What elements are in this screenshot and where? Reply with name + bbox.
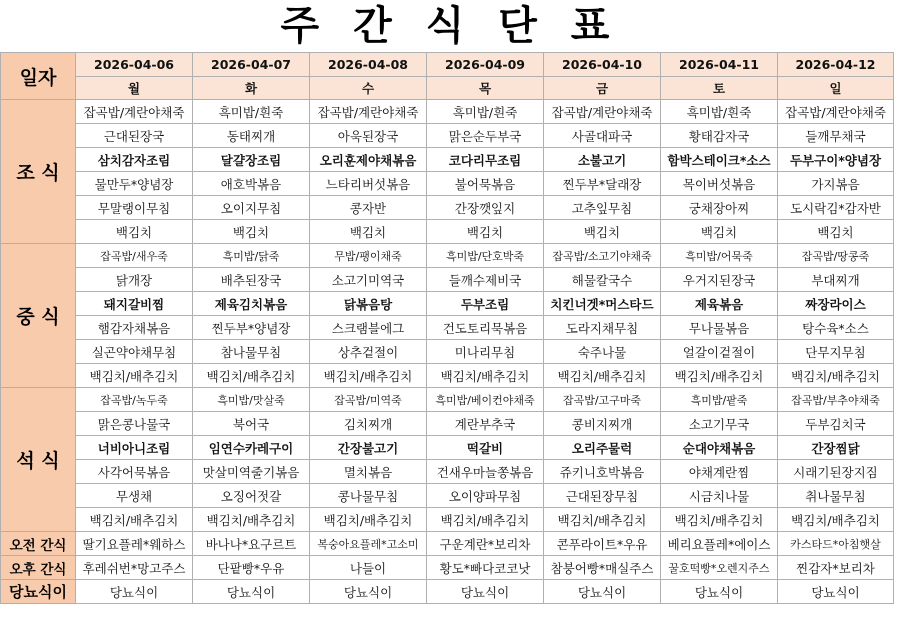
diabetic-diet-label: 당뇨식이 (1, 580, 76, 604)
menu-item-cell: 잡곡밥/새우죽 (76, 244, 193, 268)
date-label-cell: 일자 (1, 53, 76, 100)
menu-item-cell: 무밥/팽이채죽 (310, 244, 427, 268)
dinner-row (1, 460, 894, 484)
menu-item-cell: 궁채장아찌 (661, 196, 778, 220)
menu-item-cell: 찐두부*양념장 (193, 316, 310, 340)
breakfast-row (1, 148, 894, 172)
date-cell: 2026-04-09 (427, 53, 544, 77)
menu-item-cell: 스크램블에그 (310, 316, 427, 340)
menu-item-cell: 상추겉절이 (310, 340, 427, 364)
weekday-cell: 금 (544, 77, 661, 100)
menu-item-cell: 찐두부*달래장 (544, 172, 661, 196)
snack-item-cell: 당뇨식이 (76, 580, 193, 604)
menu-item-cell: 숙주나물 (544, 340, 661, 364)
menu-item-cell: 백김치 (661, 220, 778, 244)
menu-item-cell: 백김치/배추김치 (661, 364, 778, 388)
menu-item-cell: 고추잎무침 (544, 196, 661, 220)
menu-item-cell: 물만두*양념장 (76, 172, 193, 196)
menu-item-cell: 동태찌개 (193, 124, 310, 148)
menu-item-cell: 해물칼국수 (544, 268, 661, 292)
menu-item-cell: 백김치/배추김치 (661, 508, 778, 532)
snack-item-cell: 베리요플레*에이스 (661, 532, 778, 556)
breakfast-row (1, 172, 894, 196)
menu-item-cell: 사골대파국 (544, 124, 661, 148)
diabetic-diet-row (1, 580, 894, 604)
snack-item-cell: 참붕어빵*매실주스 (544, 556, 661, 580)
menu-item-cell: 백김치 (76, 220, 193, 244)
menu-item-cell: 돼지갈비찜 (76, 292, 193, 316)
menu-item-cell: 오리훈제야채볶음 (310, 148, 427, 172)
menu-item-cell: 코다리무조림 (427, 148, 544, 172)
menu-item-cell: 함박스테이크*소스 (661, 148, 778, 172)
weekly-menu-table (0, 52, 894, 604)
menu-item-cell: 불어묵볶음 (427, 172, 544, 196)
breakfast-row (1, 220, 894, 244)
snack-item-cell: 당뇨식이 (193, 580, 310, 604)
menu-item-cell: 목이버섯볶음 (661, 172, 778, 196)
menu-item-cell: 맑은콩나물국 (76, 412, 193, 436)
menu-item-cell: 잡곡밥/계란야채죽 (544, 100, 661, 124)
menu-item-cell: 떡갈비 (427, 436, 544, 460)
date-cell: 2026-04-10 (544, 53, 661, 77)
afternoon-snack-row (1, 556, 894, 580)
morning-snack-label: 오전 간식 (1, 532, 76, 556)
weekday-cell: 월 (76, 77, 193, 100)
menu-item-cell: 시래기된장지짐 (778, 460, 894, 484)
date-cell: 2026-04-08 (310, 53, 427, 77)
menu-item-cell: 달걀장조림 (193, 148, 310, 172)
weekday-row (1, 77, 894, 100)
menu-item-cell: 두부김치국 (778, 412, 894, 436)
menu-item-cell: 너비아니조림 (76, 436, 193, 460)
menu-item-cell: 야채계란찜 (661, 460, 778, 484)
lunch-row (1, 364, 894, 388)
menu-item-cell: 사각어묵볶음 (76, 460, 193, 484)
menu-item-cell: 백김치/배추김치 (427, 364, 544, 388)
menu-item-cell: 간장불고기 (310, 436, 427, 460)
menu-item-cell: 근대된장무침 (544, 484, 661, 508)
menu-item-cell: 가지볶음 (778, 172, 894, 196)
menu-item-cell: 맛살미역줄기볶음 (193, 460, 310, 484)
menu-item-cell: 흑미밥/맛살죽 (193, 388, 310, 412)
menu-item-cell: 오이양파무침 (427, 484, 544, 508)
date-row (1, 53, 894, 77)
snack-item-cell: 황도*빠다코코낫 (427, 556, 544, 580)
menu-item-cell: 소고기미역국 (310, 268, 427, 292)
menu-item-cell: 단무지무침 (778, 340, 894, 364)
menu-item-cell: 잡곡밥/녹두죽 (76, 388, 193, 412)
snack-item-cell: 단팥빵*우유 (193, 556, 310, 580)
menu-item-cell: 김치찌개 (310, 412, 427, 436)
menu-item-cell: 소불고기 (544, 148, 661, 172)
snack-item-cell: 당뇨식이 (427, 580, 544, 604)
menu-item-cell: 들깨수제비국 (427, 268, 544, 292)
menu-item-cell: 시금치나물 (661, 484, 778, 508)
weekday-cell: 목 (427, 77, 544, 100)
afternoon-snack-label: 오후 간식 (1, 556, 76, 580)
menu-item-cell: 잡곡밥/계란야채죽 (76, 100, 193, 124)
menu-item-cell: 잡곡밥/부추야채죽 (778, 388, 894, 412)
menu-item-cell: 탕수육*소스 (778, 316, 894, 340)
breakfast-label: 조 식 (1, 100, 76, 244)
lunch-label: 중 식 (1, 244, 76, 388)
snack-item-cell: 꿀호떡빵*오렌지주스 (661, 556, 778, 580)
menu-item-cell: 삼치감자조림 (76, 148, 193, 172)
menu-item-cell: 흑미밥/흰죽 (427, 100, 544, 124)
snack-item-cell: 나들이 (310, 556, 427, 580)
menu-item-cell: 오징어젓갈 (193, 484, 310, 508)
menu-item-cell: 햄감자채볶음 (76, 316, 193, 340)
menu-item-cell: 간장찜닭 (778, 436, 894, 460)
dinner-row (1, 484, 894, 508)
menu-item-cell: 잡곡밥/계란야채죽 (310, 100, 427, 124)
menu-item-cell: 두부조림 (427, 292, 544, 316)
breakfast-row (1, 124, 894, 148)
menu-item-cell: 짜장라이스 (778, 292, 894, 316)
snack-item-cell: 당뇨식이 (661, 580, 778, 604)
menu-item-cell: 백김치/배추김치 (193, 364, 310, 388)
menu-item-cell: 실곤약야채무침 (76, 340, 193, 364)
weekday-cell: 수 (310, 77, 427, 100)
menu-item-cell: 백김치 (427, 220, 544, 244)
menu-item-cell: 제육볶음 (661, 292, 778, 316)
menu-item-cell: 순대야채볶음 (661, 436, 778, 460)
menu-item-cell: 닭개장 (76, 268, 193, 292)
menu-item-cell: 느타리버섯볶음 (310, 172, 427, 196)
menu-item-cell: 들깨무채국 (778, 124, 894, 148)
menu-item-cell: 두부구이*양념장 (778, 148, 894, 172)
menu-item-cell: 멸치볶음 (310, 460, 427, 484)
menu-item-cell: 백김치 (310, 220, 427, 244)
menu-item-cell: 흑미밥/어묵죽 (661, 244, 778, 268)
menu-item-cell: 도라지채무침 (544, 316, 661, 340)
menu-item-cell: 도시락김*감자반 (778, 196, 894, 220)
menu-item-cell: 콩나물무침 (310, 484, 427, 508)
menu-item-cell: 흑미밥/단호박죽 (427, 244, 544, 268)
snack-item-cell: 당뇨식이 (778, 580, 894, 604)
date-cell: 2026-04-11 (661, 53, 778, 77)
menu-item-cell: 취나물무침 (778, 484, 894, 508)
dinner-row (1, 508, 894, 532)
menu-item-cell: 흑미밥/닭죽 (193, 244, 310, 268)
menu-item-cell: 백김치 (193, 220, 310, 244)
date-cell: 2026-04-07 (193, 53, 310, 77)
dinner-row (1, 388, 894, 412)
menu-item-cell: 제육김치볶음 (193, 292, 310, 316)
menu-item-cell: 무말랭이무침 (76, 196, 193, 220)
menu-item-cell: 무나물볶음 (661, 316, 778, 340)
menu-item-cell: 소고기무국 (661, 412, 778, 436)
menu-item-cell: 백김치 (778, 220, 894, 244)
menu-item-cell: 배추된장국 (193, 268, 310, 292)
snack-item-cell: 당뇨식이 (310, 580, 427, 604)
menu-item-cell: 백김치/배추김치 (310, 364, 427, 388)
menu-item-cell: 닭볶음탕 (310, 292, 427, 316)
menu-item-cell: 간장깻잎지 (427, 196, 544, 220)
menu-item-cell: 백김치/배추김치 (427, 508, 544, 532)
menu-item-cell: 오리주물럭 (544, 436, 661, 460)
menu-item-cell: 백김치/배추김치 (778, 508, 894, 532)
menu-item-cell: 무생채 (76, 484, 193, 508)
snack-item-cell: 바나나*요구르트 (193, 532, 310, 556)
menu-item-cell: 흑미밥/베이컨야채죽 (427, 388, 544, 412)
snack-item-cell: 복숭아요플레*고소미 (310, 532, 427, 556)
menu-item-cell: 북어국 (193, 412, 310, 436)
lunch-row (1, 340, 894, 364)
dinner-label: 석 식 (1, 388, 76, 532)
breakfast-row (1, 196, 894, 220)
weekday-cell: 화 (193, 77, 310, 100)
menu-item-cell: 참나물무침 (193, 340, 310, 364)
menu-item-cell: 백김치/배추김치 (544, 364, 661, 388)
menu-item-cell: 맑은순두부국 (427, 124, 544, 148)
snack-item-cell: 찐감자*보리차 (778, 556, 894, 580)
snack-item-cell: 후레쉬번*망고주스 (76, 556, 193, 580)
menu-item-cell: 흑미밥/흰죽 (193, 100, 310, 124)
dinner-row (1, 412, 894, 436)
weekday-cell: 토 (661, 77, 778, 100)
date-cell: 2026-04-06 (76, 53, 193, 77)
menu-item-cell: 애호박볶음 (193, 172, 310, 196)
snack-item-cell: 딸기요플레*웨하스 (76, 532, 193, 556)
menu-item-cell: 건새우마늘쫑볶음 (427, 460, 544, 484)
menu-item-cell: 백김치/배추김치 (76, 508, 193, 532)
menu-item-cell: 부대찌개 (778, 268, 894, 292)
snack-item-cell: 구운계란*보리차 (427, 532, 544, 556)
menu-item-cell: 아욱된장국 (310, 124, 427, 148)
date-cell: 2026-04-12 (778, 53, 894, 77)
menu-item-cell: 백김치/배추김치 (778, 364, 894, 388)
menu-item-cell: 황태감자국 (661, 124, 778, 148)
menu-item-cell: 잡곡밥/계란야채죽 (778, 100, 894, 124)
menu-item-cell: 미나리무침 (427, 340, 544, 364)
menu-item-cell: 잡곡밥/땅콩죽 (778, 244, 894, 268)
menu-item-cell: 계란부추국 (427, 412, 544, 436)
menu-item-cell: 치킨너겟*머스타드 (544, 292, 661, 316)
morning-snack-row (1, 532, 894, 556)
menu-item-cell: 콩비지찌개 (544, 412, 661, 436)
menu-item-cell: 콩자반 (310, 196, 427, 220)
menu-item-cell: 백김치/배추김치 (310, 508, 427, 532)
menu-item-cell: 임연수카레구이 (193, 436, 310, 460)
snack-item-cell: 콘푸라이트*우유 (544, 532, 661, 556)
menu-item-cell: 백김치 (544, 220, 661, 244)
lunch-row (1, 268, 894, 292)
menu-item-cell: 얼갈이겉절이 (661, 340, 778, 364)
menu-item-cell: 흑미밥/흰죽 (661, 100, 778, 124)
breakfast-row (1, 100, 894, 124)
menu-item-cell: 잡곡밥/소고기야채죽 (544, 244, 661, 268)
weekday-cell: 일 (778, 77, 894, 100)
menu-item-cell: 백김치/배추김치 (76, 364, 193, 388)
menu-item-cell: 잡곡밥/미역죽 (310, 388, 427, 412)
dinner-row (1, 436, 894, 460)
lunch-row (1, 292, 894, 316)
lunch-row (1, 244, 894, 268)
menu-item-cell: 백김치/배추김치 (544, 508, 661, 532)
menu-item-cell: 백김치/배추김치 (193, 508, 310, 532)
menu-item-cell: 오이지무침 (193, 196, 310, 220)
menu-item-cell: 잡곡밥/고구마죽 (544, 388, 661, 412)
menu-item-cell: 흑미밥/팥죽 (661, 388, 778, 412)
page-title: 주 간 식 단 표 (280, 3, 620, 49)
lunch-row (1, 316, 894, 340)
menu-item-cell: 쥬키니호박볶음 (544, 460, 661, 484)
menu-item-cell: 근대된장국 (76, 124, 193, 148)
menu-item-cell: 건도토리묵볶음 (427, 316, 544, 340)
snack-item-cell: 당뇨식이 (544, 580, 661, 604)
snack-item-cell: 카스타드*아침햇살 (778, 532, 894, 556)
menu-item-cell: 우거지된장국 (661, 268, 778, 292)
